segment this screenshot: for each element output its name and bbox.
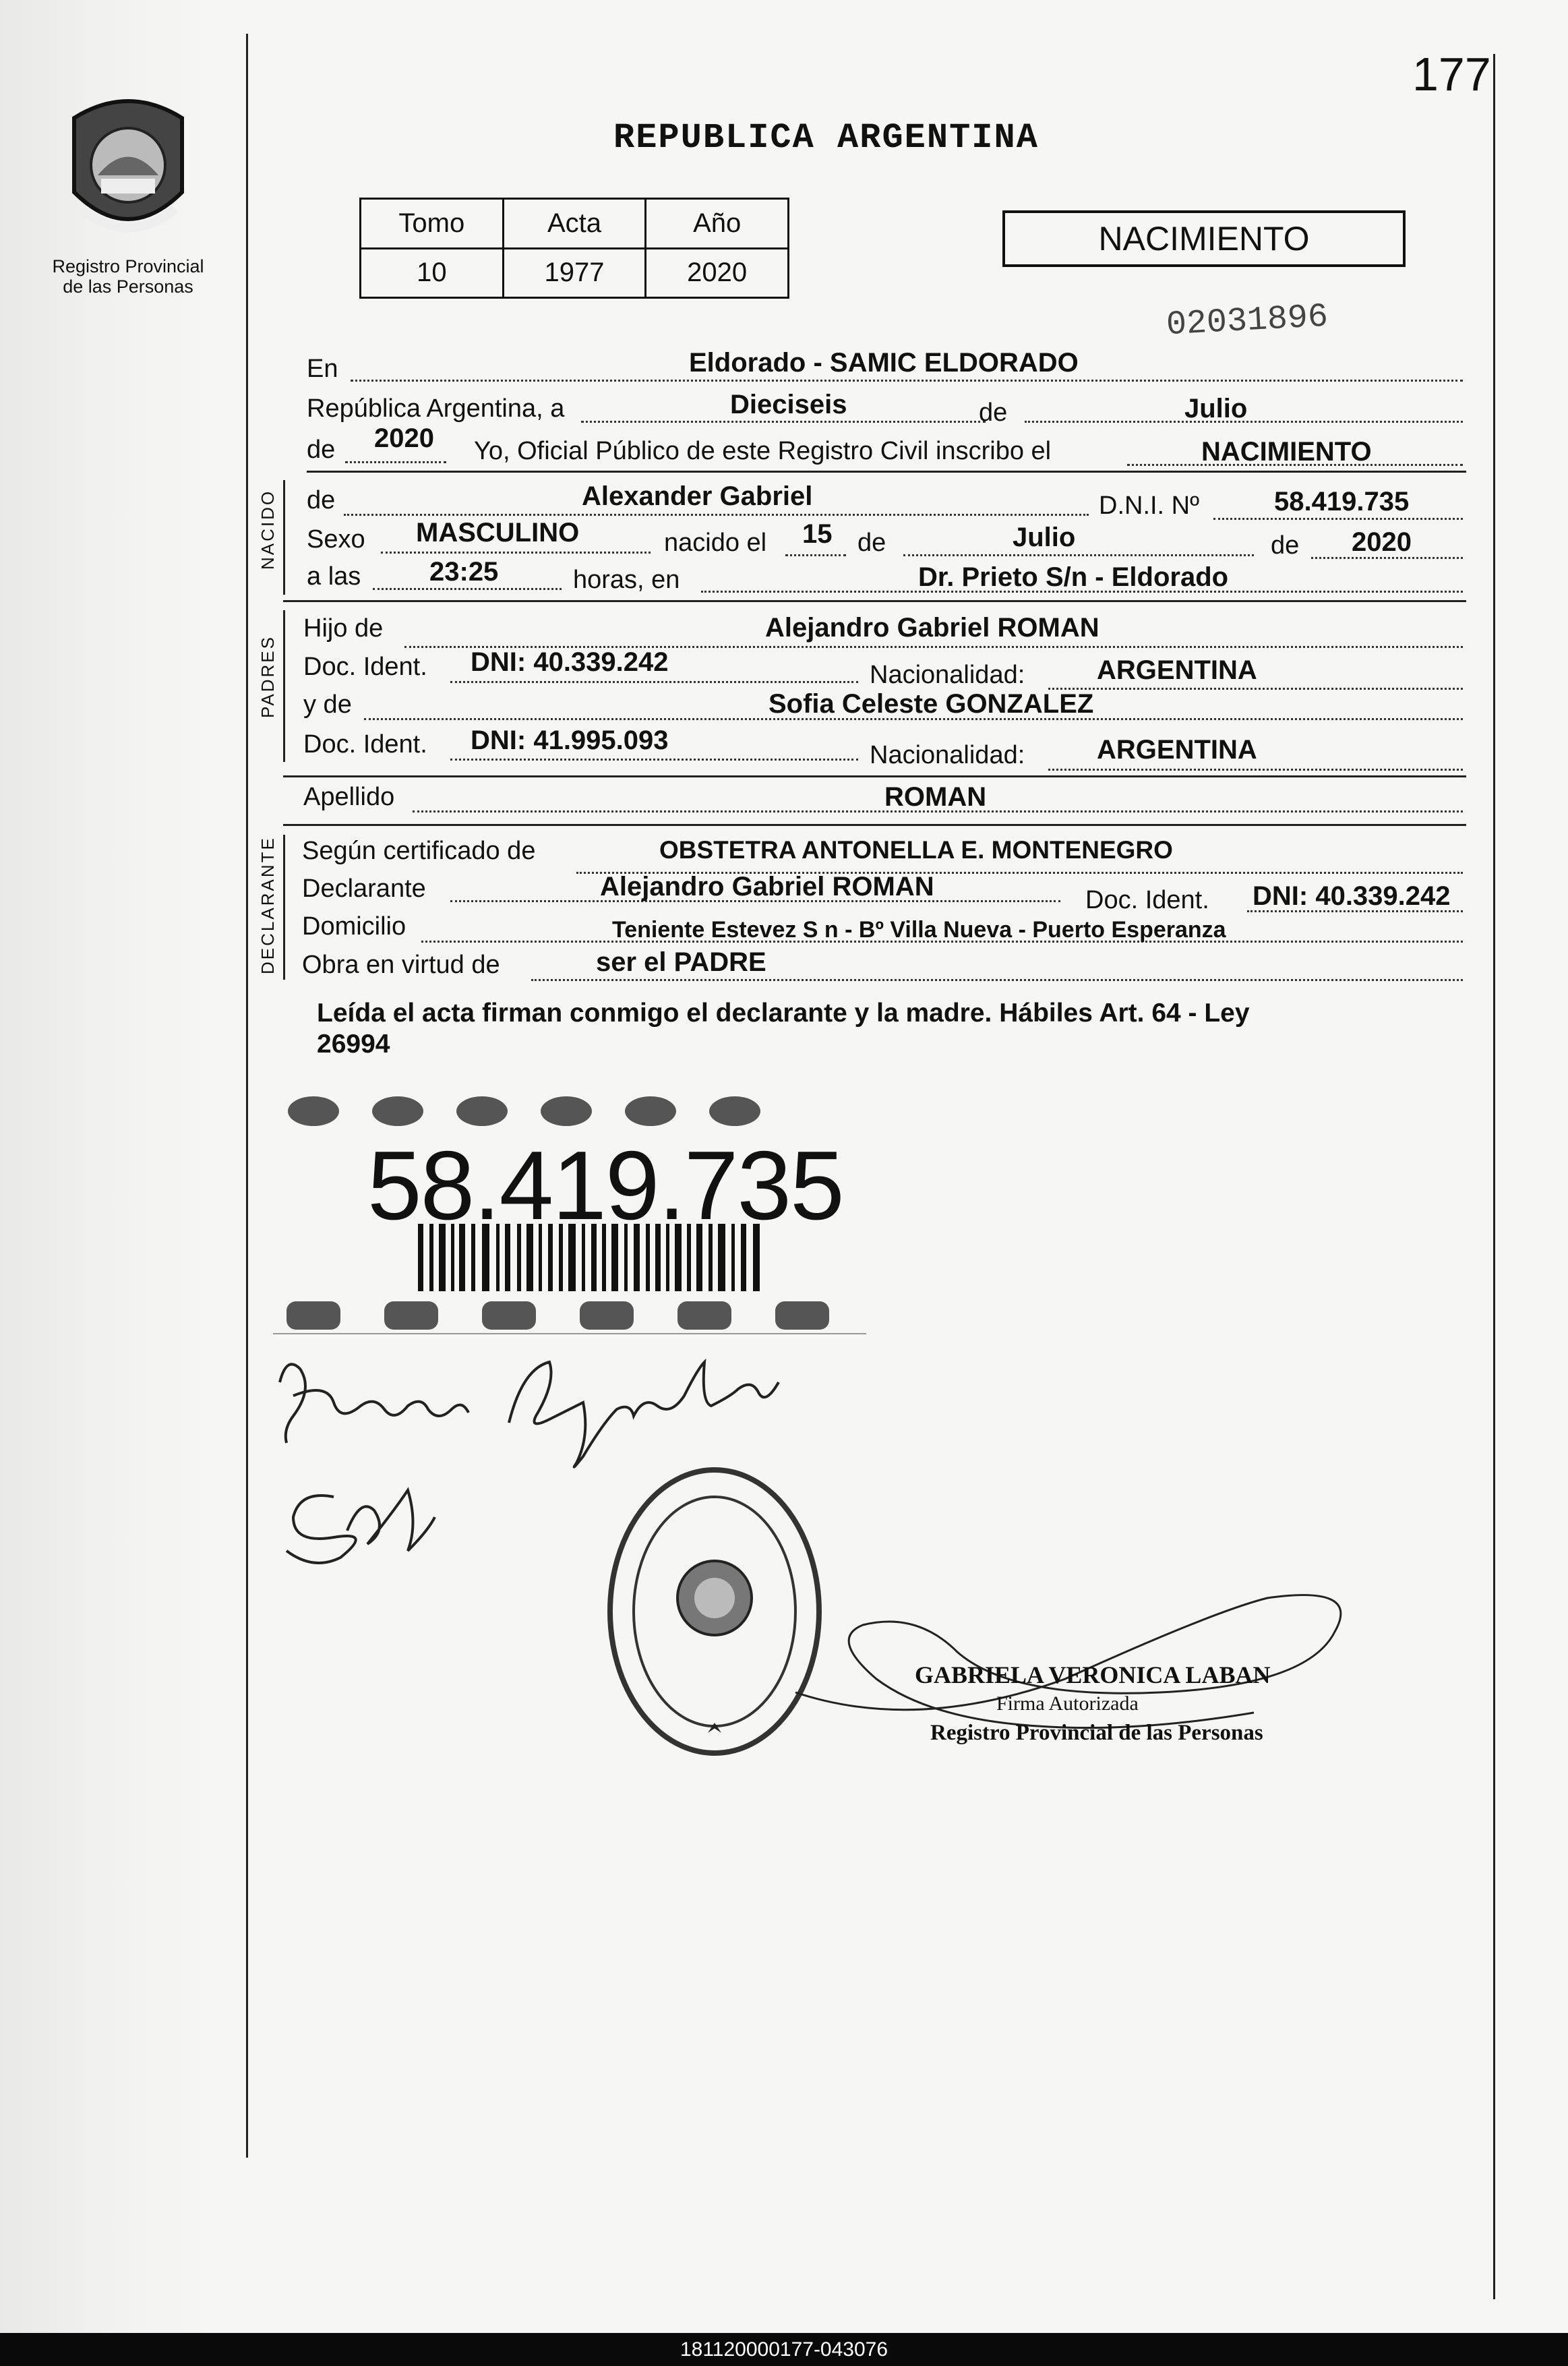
dotted-line — [381, 552, 651, 554]
declarante-label: Declarante — [302, 875, 426, 903]
sticker-dni-number: 58.419.735 — [367, 1131, 843, 1240]
birth-de-label: de — [857, 529, 886, 557]
year-value: 2020 — [374, 423, 434, 453]
dotted-line — [373, 588, 562, 590]
y-de-label: y de — [303, 690, 352, 719]
footer-code: 181120000177-043076 — [0, 2333, 1568, 2366]
hijo-de-label: Hijo de — [303, 614, 384, 643]
domicilio-label: Domicilio — [302, 912, 406, 941]
section-label-padres: PADRES — [258, 635, 278, 718]
place-value: Eldorado - SAMIC ELDORADO — [689, 348, 1079, 378]
father-nat-value: ARGENTINA — [1097, 655, 1257, 685]
section-divider — [283, 600, 1466, 602]
official-registry: Registro Provincial de las Personas — [930, 1721, 1263, 1745]
a-las-label: a las — [307, 562, 361, 591]
closing-line-2: 26994 — [317, 1030, 390, 1059]
logo-caption-1: Registro Provincial — [52, 256, 204, 276]
father-doc-value: DNI: 40.339.242 — [471, 647, 669, 677]
section-bracket-nacido — [283, 480, 285, 595]
table-value-acta: 1977 — [503, 248, 646, 298]
dotted-line — [1048, 688, 1463, 690]
right-margin-line — [1493, 54, 1495, 2299]
closing-line-1: Leída el acta firman conmigo el declarante y la madre. Hábiles Art. 64 - Ley — [317, 999, 1250, 1028]
month-value: Julio — [1184, 394, 1248, 423]
logo-caption-2: de las Personas — [63, 276, 193, 297]
official-signature — [782, 1531, 1375, 1753]
domicilio-value: Teniente Estevez S n - Bº Villa Nueva - Puerto Esperanza — [612, 917, 1226, 943]
cert-label: Según certificado de — [302, 837, 536, 865]
table-value-ano: 2020 — [646, 248, 789, 298]
dotted-line — [581, 421, 986, 423]
mother-name-value: Sofia Celeste GONZALEZ — [768, 689, 1094, 719]
province-shield-icon — [61, 91, 195, 253]
official-name: GABRIELA VERONICA LABAN — [915, 1661, 1271, 1688]
obra-label: Obra en virtud de — [302, 951, 500, 979]
father-name-value: Alejandro Gabriel ROMAN — [765, 613, 1099, 643]
dotted-line — [1048, 769, 1463, 771]
birth-day-value: 15 — [802, 519, 833, 549]
table-header-tomo: Tomo — [361, 199, 504, 249]
closing-paragraph — [317, 998, 1463, 1060]
mother-nat-label: Nacionalidad: — [870, 741, 1025, 769]
scan-margin-shadow — [0, 0, 222, 2333]
record-type-box: NACIMIENTO — [1002, 210, 1406, 267]
nacido-de-label: de — [307, 486, 336, 514]
de-label: de — [979, 398, 1008, 427]
dotted-line — [785, 554, 846, 556]
section-divider — [283, 775, 1466, 777]
apellido-label: Apellido — [303, 783, 395, 811]
day-words-value: Dieciseis — [730, 390, 847, 419]
year-prefix-label: de — [307, 436, 336, 464]
table-value-tomo: 10 — [361, 248, 504, 298]
sticker-bottom-pattern — [287, 1301, 829, 1330]
section-label-declarante: DECLARANTE — [258, 836, 278, 974]
record-index-table — [359, 198, 789, 299]
section-divider — [283, 824, 1466, 826]
dotted-line — [450, 681, 858, 683]
sexo-label: Sexo — [307, 525, 365, 554]
section-label-nacido: NACIDO — [258, 489, 278, 570]
dotted-line — [531, 979, 1463, 981]
dotted-line — [903, 554, 1254, 556]
dotted-line — [450, 759, 858, 761]
sexo-value: MASCULINO — [416, 518, 580, 548]
statement-text: Yo, Oficial Público de este Registro Civil inscribo el — [474, 437, 1052, 465]
time-value: 23:25 — [429, 557, 499, 587]
child-name-value: Alexander Gabriel — [582, 481, 813, 511]
nacido-el-label: nacido el — [664, 529, 767, 557]
official-title: Firma Autorizada — [996, 1692, 1139, 1715]
mother-signature — [273, 1470, 448, 1578]
obra-value: ser el PADRE — [596, 947, 766, 977]
inscribed-value: NACIMIENTO — [1201, 437, 1372, 467]
child-dni-value: 58.419.735 — [1274, 487, 1410, 516]
page-number: 177 — [1412, 48, 1491, 100]
sticker-top-pattern — [288, 1096, 760, 1126]
mother-doc-label: Doc. Ident. — [303, 730, 427, 759]
birth-place-value: Dr. Prieto S/n - Eldorado — [918, 562, 1229, 592]
declarante-doc-value: DNI: 40.339.242 — [1253, 881, 1451, 911]
en-label: En — [307, 355, 338, 383]
father-doc-label: Doc. Ident. — [303, 653, 427, 681]
mother-doc-value: DNI: 41.995.093 — [471, 726, 669, 755]
document-title: REPUBLICA ARGENTINA — [613, 118, 1039, 158]
dotted-line — [351, 380, 1463, 382]
section-bracket-padres — [283, 610, 285, 762]
birth-year-value: 2020 — [1352, 527, 1412, 557]
registry-logo — [40, 91, 216, 297]
dni-label: D.N.I. Nº — [1099, 492, 1199, 520]
mother-nat-value: ARGENTINA — [1097, 735, 1257, 765]
father-nat-label: Nacionalidad: — [870, 661, 1025, 689]
apellido-value: ROMAN — [884, 782, 987, 812]
section-divider — [307, 471, 1466, 473]
dotted-line — [345, 461, 446, 463]
section-bracket-declarante — [283, 835, 285, 980]
serial-number-stamp: 02031896 — [1165, 297, 1329, 345]
cert-value: OBSTETRA ANTONELLA E. MONTENEGRO — [659, 836, 1173, 864]
horas-label: horas, en — [573, 566, 680, 594]
left-margin-line — [246, 34, 248, 2158]
table-header-ano: Año — [646, 199, 789, 249]
table-header-acta: Acta — [503, 199, 646, 249]
declarante-doc-label: Doc. Ident. — [1085, 886, 1209, 914]
birth-month-value: Julio — [1013, 523, 1076, 552]
republic-label: República Argentina, a — [307, 394, 565, 423]
birth-de-label-2: de — [1271, 531, 1300, 560]
declarante-name-value: Alejandro Gabriel ROMAN — [600, 872, 934, 901]
dotted-line — [344, 514, 1089, 516]
dotted-line — [1213, 518, 1463, 520]
